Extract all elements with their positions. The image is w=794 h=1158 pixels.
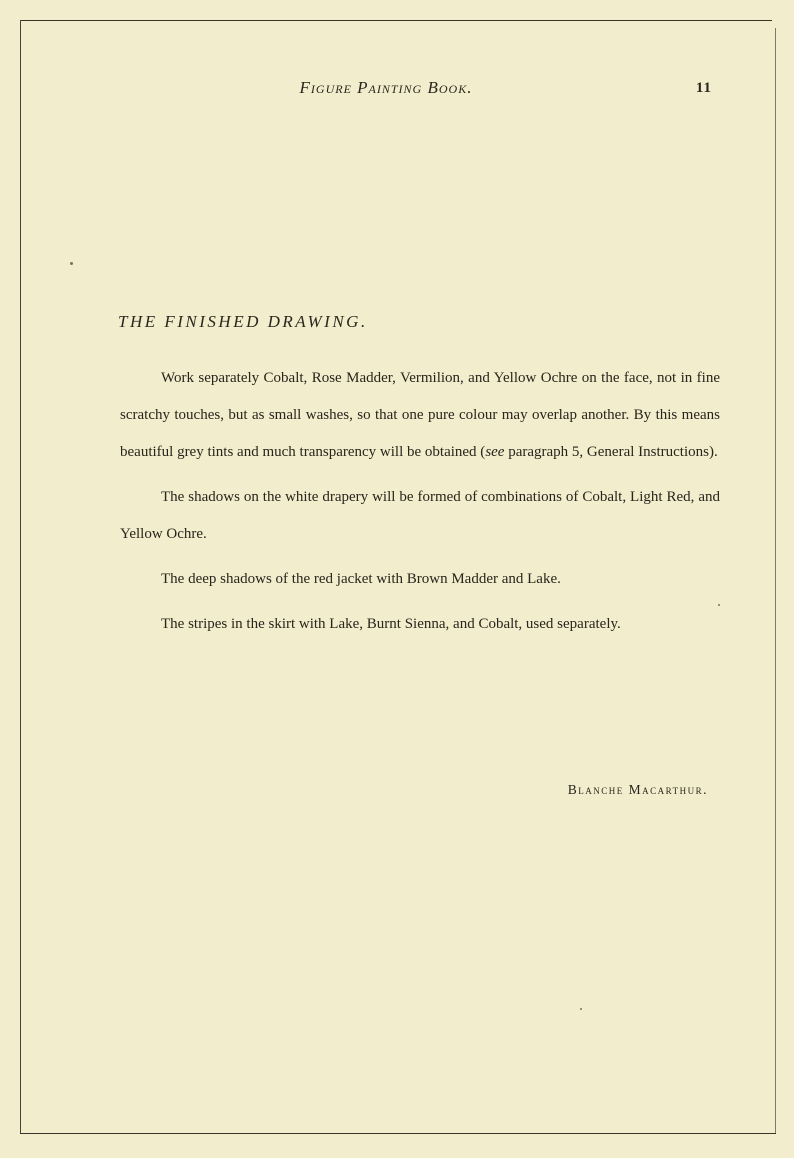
body-text — [120, 360, 720, 651]
running-head — [60, 74, 712, 104]
paper-speck — [70, 262, 73, 265]
page-number: 11 — [695, 80, 712, 96]
paragraph-finished-drawing — [120, 360, 720, 471]
page-left-rule — [20, 20, 21, 1134]
paragraph-italic-see: see — [485, 444, 505, 460]
paper-speck — [718, 604, 720, 606]
paper-speck — [580, 1008, 582, 1010]
page-top-rule — [20, 20, 772, 21]
paragraph-jacket-shadows: The deep shadows of the red jacket with Brown Madder and Lake. — [161, 571, 561, 587]
running-title: Figure Painting Book. — [299, 78, 473, 97]
page-bottom-rule — [20, 1133, 776, 1134]
paragraph-text: paragraph 5, General Instructions). — [504, 444, 718, 460]
section-heading: THE FINISHED DRAWING. — [118, 312, 368, 331]
paragraph-skirt-stripes: The stripes in the skirt with Lake, Burnt Sienna, and Cobalt, used separately. — [161, 616, 621, 632]
author-signature: Blanche Macarthur. — [567, 782, 708, 797]
paragraph-text: Work separately Cobalt, Rose Madder, Vermilion, and Yellow Ochre on the face, not in fine scratchy touches, but as small washes, so that one pure colour may overlap another. By this means beautiful grey tints and much transparency will be obtained ( — [120, 370, 720, 460]
page-right-edge — [775, 28, 776, 1133]
paragraph-drapery-shadows: The shadows on the white drapery will be formed of combinations of Cobalt, Light Red, and Yellow Ochre. — [120, 489, 720, 542]
